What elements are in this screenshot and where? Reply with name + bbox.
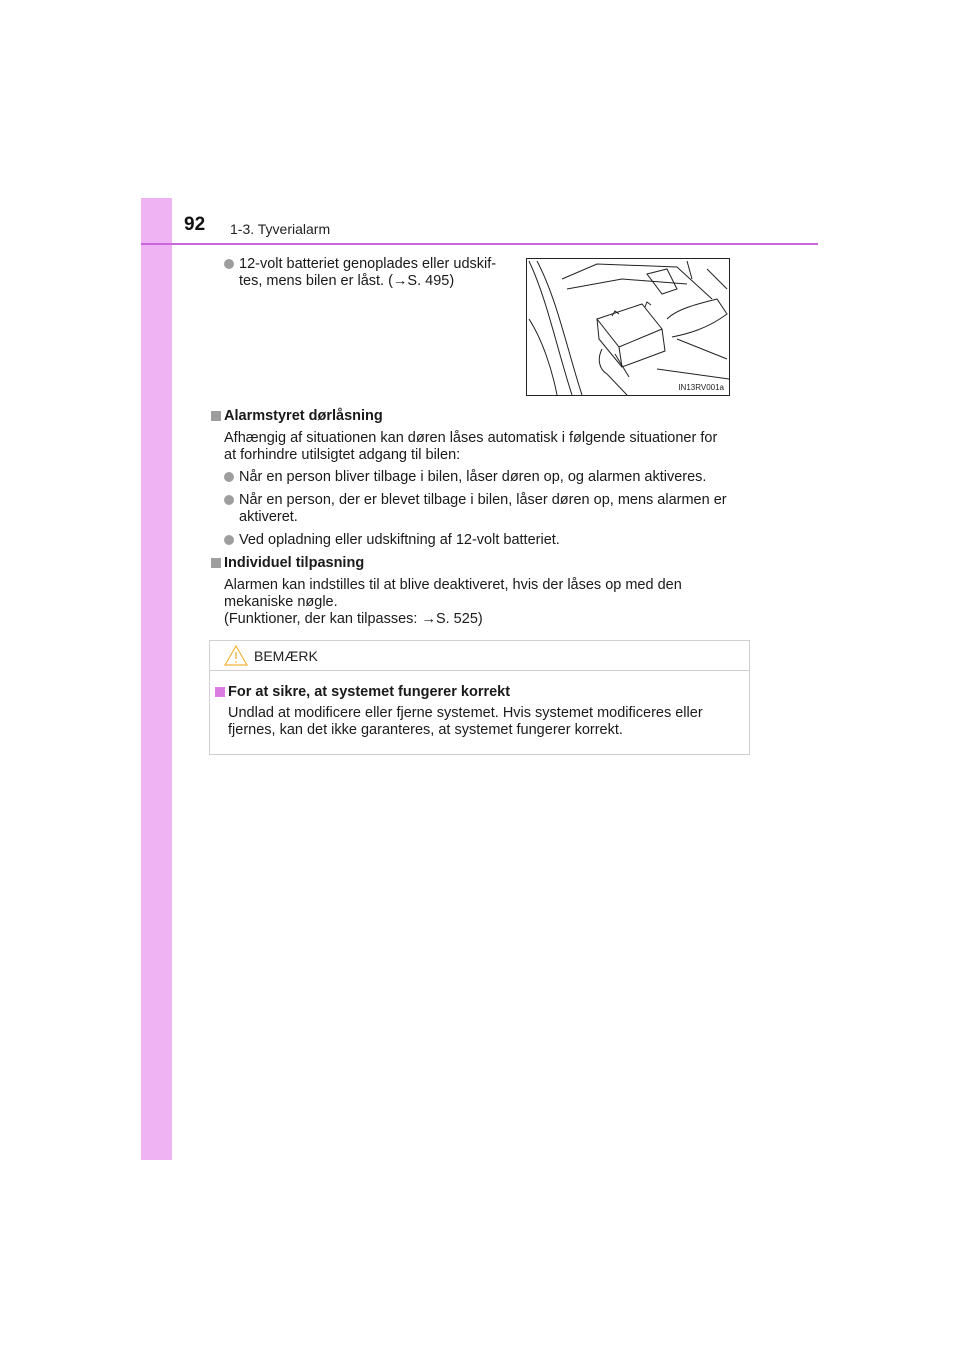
battery-illustration bbox=[526, 258, 730, 396]
customization-heading: Individuel tilpasning bbox=[224, 555, 365, 571]
section-square-icon bbox=[211, 558, 221, 568]
door-lock-intro-line-1: Afhængig af situationen kan døren låses automatisk i følgende situationer for bbox=[224, 430, 718, 446]
section-square-icon bbox=[211, 411, 221, 421]
door-lock-intro-line-2: at forhindre utilsigtet adgang til bilen: bbox=[224, 447, 461, 463]
notice-box bbox=[209, 640, 750, 755]
bullet-icon bbox=[224, 535, 234, 545]
customization-line-2: mekaniske nøgle. bbox=[224, 594, 338, 610]
page-number: 92 bbox=[184, 214, 206, 235]
section-title: 1-3. Tyverialarm bbox=[230, 221, 331, 237]
bullet-icon bbox=[224, 495, 234, 505]
customization-line-1: Alarmen kan indstilles til at blive deaktiveret, hvis der låses op med den bbox=[224, 577, 682, 593]
header-rule bbox=[141, 243, 818, 245]
notice-label: BEMÆRK bbox=[254, 648, 318, 664]
chapter-side-tab bbox=[141, 198, 172, 1160]
notice-square-icon bbox=[215, 687, 225, 697]
door-lock-bullet-3: Ved opladning eller udskiftning af 12-volt batteriet. bbox=[239, 532, 560, 548]
customization-line-3: (Funktioner, der kan tilpasses: →S. 525) bbox=[224, 611, 483, 627]
battery-replacement-drawing bbox=[527, 259, 729, 395]
bullet-icon bbox=[224, 259, 234, 269]
notice-line-1: Undlad at modificere eller fjerne systemet. Hvis systemet modificeres eller bbox=[228, 705, 703, 721]
warning-triangle-icon bbox=[224, 645, 248, 666]
bullet-icon bbox=[224, 472, 234, 482]
door-lock-heading: Alarmstyret dørlåsning bbox=[224, 408, 383, 424]
illustration-code: IN13RV001a bbox=[678, 383, 724, 392]
door-lock-bullet-2-line-2: aktiveret. bbox=[239, 509, 298, 525]
door-lock-bullet-2-line-1: Når en person, der er blevet tilbage i bilen, låser døren op, mens alarmen er bbox=[239, 492, 727, 508]
battery-item-line-1: 12-volt batteriet genoplades eller udskif- bbox=[239, 256, 497, 272]
door-lock-bullet-1: Når en person bliver tilbage i bilen, låser døren op, og alarmen aktiveres. bbox=[239, 469, 707, 485]
notice-line-2: fjernes, kan det ikke garanteres, at systemet fungerer korrekt. bbox=[228, 722, 623, 738]
notice-header bbox=[210, 641, 749, 671]
battery-item-line-2: tes, mens bilen er låst. (→S. 495) bbox=[239, 273, 455, 289]
notice-heading: For at sikre, at systemet fungerer korrekt bbox=[228, 684, 511, 700]
